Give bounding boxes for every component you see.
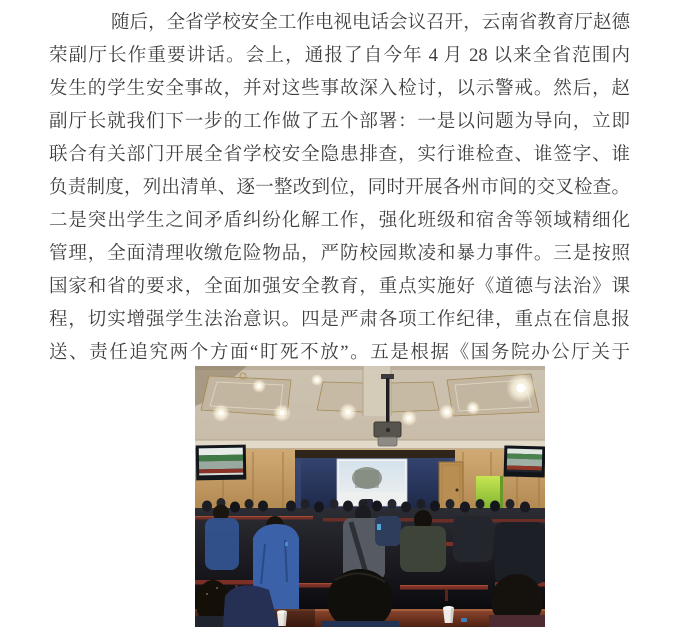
photo-ceiling bbox=[195, 366, 545, 452]
right-tv bbox=[504, 445, 545, 477]
paragraph bbox=[49, 7, 630, 370]
paragraph-line: 程，切实增强学生法治意识。四是严肃各项工作纪律，重点在信息报 bbox=[49, 310, 630, 330]
paragraph-line: 随后，全省学校安全工作电视电话会议召开，云南省教育厅赵德 bbox=[111, 13, 630, 33]
paragraph-line: 发生的学生安全事故，并对这些事故深入检讨，以示警戒。然后，赵 bbox=[49, 79, 630, 99]
paragraph-line: 二是突出学生之间矛盾纠纷化解工作，强化班级和宿舍等领域精细化 bbox=[49, 211, 630, 231]
left-tv bbox=[196, 445, 247, 481]
paragraph-line: 送、责任追究两个方面“盯死不放”。五是根据《国务院办公厅关于 bbox=[49, 343, 630, 363]
paragraph-line: 荣副厅长作重要讲话。会上，通报了自今年 4 月 28 以来全省范围内 bbox=[49, 46, 630, 66]
paragraph-line: 国家和省的要求，全面加强安全教育，重点实施好《道德与法治》课 bbox=[49, 277, 630, 297]
paragraph-line: 副厅长就我们下一步的工作做了五个部署：一是以问题为导向，立即 bbox=[49, 112, 630, 132]
conference-photo bbox=[195, 366, 545, 627]
paragraph-line: 管理，全面清理收缴危险物品，严防校园欺凌和暴力事件。三是按照 bbox=[49, 244, 630, 264]
photo-audience bbox=[195, 498, 545, 627]
paragraph-line: 联合有关部门开展全省学校安全隐患排查，实行谁检查、谁签字、谁 bbox=[49, 145, 630, 165]
paragraph-line: 负责制度，列出清单、逐一整改到位，同时开展各州市间的交叉检查。 bbox=[49, 178, 630, 198]
